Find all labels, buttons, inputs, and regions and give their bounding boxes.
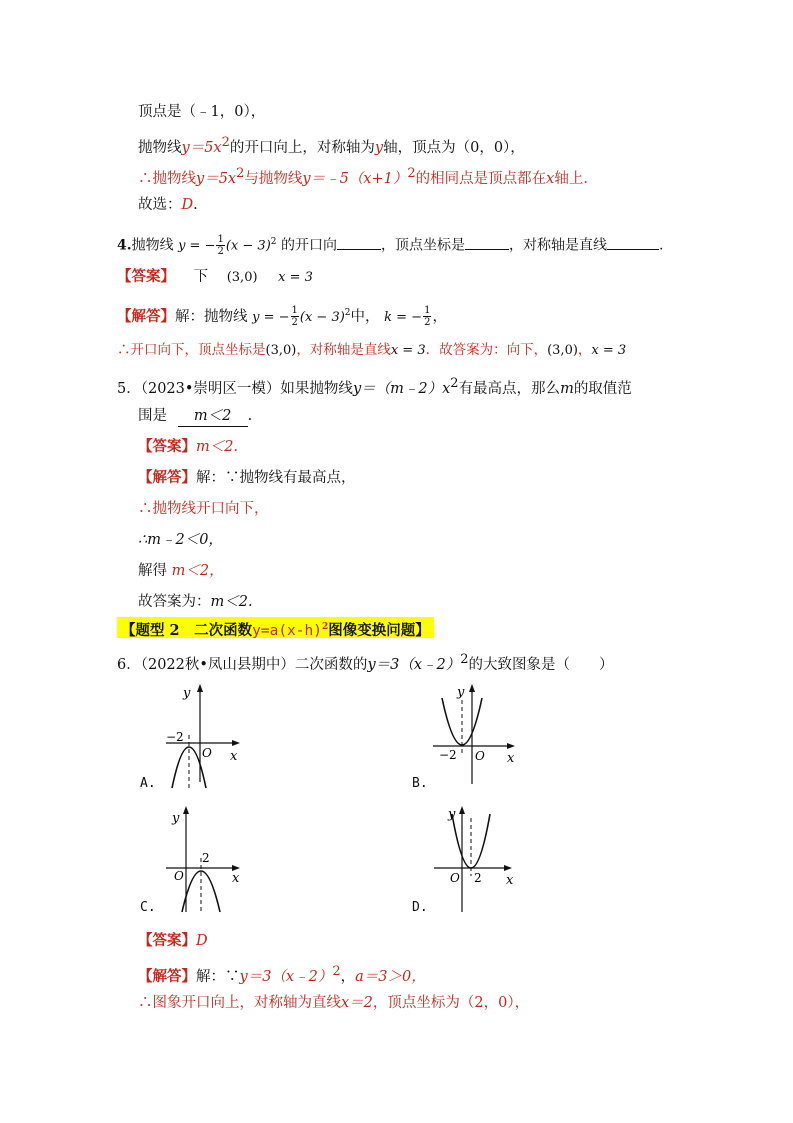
text: ∴抛物线 bbox=[138, 170, 196, 187]
answer-blank bbox=[337, 235, 381, 250]
origin-label: O bbox=[202, 746, 212, 760]
math-expr: y＝5x bbox=[181, 139, 222, 156]
answer-value: D bbox=[196, 933, 208, 949]
exponent: 2 bbox=[236, 166, 245, 181]
text: 解：抛物线 bbox=[175, 308, 248, 325]
tick-label: 2 bbox=[474, 871, 482, 885]
x-label: x bbox=[507, 751, 515, 766]
question-5 bbox=[117, 374, 632, 399]
option-d-label: D. bbox=[412, 900, 428, 915]
text: 解得 bbox=[138, 563, 167, 579]
text: . bbox=[658, 237, 664, 254]
fraction bbox=[423, 305, 431, 328]
x-axis-arrow bbox=[232, 740, 240, 746]
text: 抛物线 bbox=[131, 237, 174, 254]
text: 故答案为： bbox=[138, 594, 211, 610]
solution-line-choice bbox=[138, 195, 198, 215]
answer-blank bbox=[465, 235, 509, 250]
text: 故选： bbox=[138, 197, 182, 213]
solution-line-vertex: 顶点是（﹣1，0）， bbox=[138, 104, 266, 120]
text: 有最高点，那么 bbox=[458, 380, 561, 397]
text: 的相同点是顶点都在 bbox=[415, 170, 547, 187]
math-expr: y＝﹣5（x+1） bbox=[302, 170, 408, 187]
math-expr: x＝2 bbox=[341, 995, 373, 1011]
solution-line-parabola bbox=[138, 133, 525, 158]
q5-step-2 bbox=[138, 530, 223, 550]
solution-tag: 【解答】 bbox=[117, 307, 175, 325]
text: ，顶点坐标是 bbox=[380, 237, 465, 254]
option-b-label: B. bbox=[412, 776, 428, 791]
tick-label: −2 bbox=[166, 730, 184, 744]
q5-answer bbox=[138, 437, 238, 457]
q6-answer bbox=[138, 931, 208, 951]
question-number: 4. bbox=[117, 237, 132, 254]
math-expr: (3,0) bbox=[265, 343, 297, 358]
answer-tag: 【答案】 bbox=[117, 268, 175, 285]
text: ∴图象开口向上，对称轴为直线 bbox=[138, 995, 341, 1011]
denominator: 2 bbox=[424, 317, 431, 329]
parabola bbox=[172, 747, 206, 788]
answer-value: (3,0) bbox=[226, 270, 258, 285]
y-axis-arrow bbox=[459, 806, 465, 814]
text: ， bbox=[432, 308, 447, 325]
x-label: x bbox=[506, 873, 514, 888]
answer-blank bbox=[607, 235, 659, 250]
math-expr: (x − 3) bbox=[225, 238, 271, 254]
exponent: 2 bbox=[332, 964, 341, 979]
x-label: x bbox=[232, 871, 240, 886]
q5-step-4 bbox=[138, 592, 253, 612]
y-axis-arrow bbox=[183, 806, 189, 814]
graph-option-d bbox=[430, 800, 530, 916]
text: 的开口向上，对称轴为 bbox=[229, 139, 375, 156]
math-var: m bbox=[560, 380, 574, 397]
parabola bbox=[182, 871, 220, 912]
question-5-cont bbox=[138, 406, 252, 427]
q5-solution bbox=[138, 468, 356, 488]
math-expr: a＝3＞0， bbox=[355, 968, 426, 985]
text: 抛物线 bbox=[138, 139, 182, 156]
graph-option-b bbox=[425, 680, 525, 790]
filled-blank: m＜2 bbox=[178, 406, 248, 427]
exponent: 2 bbox=[450, 376, 459, 391]
math-expr: y = − bbox=[252, 309, 290, 325]
y-label: y bbox=[457, 685, 465, 700]
math-expr: y＝3（x﹣2） bbox=[367, 656, 461, 673]
x-label: x bbox=[230, 749, 238, 764]
text: ∴开口向下，顶点坐标是 bbox=[117, 342, 266, 358]
heading-formula: y=a(x-h) bbox=[252, 622, 322, 639]
y-axis-arrow bbox=[197, 684, 203, 692]
heading-text: 图像变换问题】 bbox=[328, 621, 430, 639]
text: . bbox=[193, 197, 198, 213]
q5-step-1: ∴抛物线开口向下， bbox=[138, 501, 269, 517]
graph-option-a bbox=[160, 680, 260, 790]
answer-tag: 【答案】 bbox=[138, 932, 196, 949]
text: ，对称轴是直线 bbox=[296, 342, 391, 358]
denominator: 2 bbox=[217, 246, 224, 258]
text: 的取值范 bbox=[573, 380, 632, 397]
denominator: 2 bbox=[291, 317, 298, 329]
math-expr: m＜2， bbox=[171, 563, 224, 579]
math-expr: ∴m﹣2＜0， bbox=[138, 532, 223, 548]
fraction bbox=[291, 305, 299, 328]
math-expr: y = − bbox=[178, 238, 216, 254]
x-axis-arrow bbox=[504, 865, 512, 871]
question-6 bbox=[117, 650, 614, 675]
math-expr: y＝（m﹣2）x bbox=[352, 380, 451, 397]
q4-conclusion bbox=[117, 340, 626, 361]
question-4 bbox=[117, 232, 663, 257]
answer-value: x = 3 bbox=[278, 270, 313, 285]
text: . bbox=[247, 408, 253, 424]
answer-tag: 【答案】 bbox=[138, 438, 196, 455]
text: 5．（2023•崇明区一模）如果抛物线 bbox=[117, 380, 353, 397]
math-expr: (x − 3) bbox=[299, 309, 345, 325]
text: 轴上. bbox=[554, 170, 588, 187]
math-expr: (3,0) bbox=[547, 343, 578, 358]
math-expr: y＝3（x﹣2） bbox=[239, 968, 333, 985]
option-c-label: C. bbox=[140, 900, 156, 915]
exponent: 2 bbox=[270, 237, 277, 247]
text: ，对称轴是直线 bbox=[508, 237, 607, 254]
y-label: y bbox=[448, 807, 456, 822]
math-expr: y＝5x bbox=[196, 170, 237, 187]
text: ， bbox=[577, 342, 592, 358]
solution-tag: 【解答】 bbox=[138, 469, 196, 486]
math-expr: x = 3 bbox=[591, 343, 627, 358]
text: ，顶点坐标为（2，0）， bbox=[372, 995, 530, 1011]
text: 6．（2022秋•凤山县期中）二次函数的 bbox=[117, 656, 368, 673]
option-a-label: A. bbox=[140, 776, 156, 791]
text: 的大致图象是（ ） bbox=[468, 656, 614, 673]
text: 中， bbox=[350, 308, 380, 325]
origin-label: O bbox=[450, 871, 460, 885]
text: 的开口向 bbox=[280, 237, 337, 254]
math-expr: k = − bbox=[384, 309, 423, 325]
text: 解：∵抛物线有最高点， bbox=[196, 470, 356, 486]
fraction bbox=[216, 234, 224, 257]
q6-conclusion bbox=[138, 993, 529, 1013]
text: 解：∵ bbox=[196, 968, 240, 985]
q5-step-3 bbox=[138, 561, 224, 581]
graph-option-c bbox=[164, 800, 264, 916]
solution-line-conclusion bbox=[138, 164, 588, 189]
x-axis-arrow bbox=[507, 743, 515, 749]
numerator: 1 bbox=[424, 305, 431, 317]
choice-letter: D bbox=[181, 197, 194, 213]
math-expr: x = 3 bbox=[390, 343, 426, 358]
math-var: y bbox=[374, 139, 384, 156]
text: ．故答案为：向下， bbox=[425, 342, 548, 358]
q4-answer bbox=[117, 267, 313, 288]
section-heading bbox=[117, 617, 434, 638]
heading-text: 【题型 2 二次函数 bbox=[121, 621, 253, 639]
y-label: y bbox=[172, 811, 180, 826]
exponent: 2 bbox=[460, 652, 469, 667]
text: ， bbox=[340, 968, 356, 985]
exponent: 2 bbox=[221, 135, 230, 150]
answer-value: m＜2. bbox=[196, 439, 239, 455]
y-label: y bbox=[183, 686, 191, 701]
origin-label: O bbox=[475, 749, 485, 763]
q6-solution bbox=[138, 962, 426, 987]
text: 与抛物线 bbox=[244, 170, 303, 187]
answer-value: 下 bbox=[193, 269, 209, 285]
numerator: 1 bbox=[291, 305, 298, 317]
math-expr: m＜2. bbox=[210, 594, 253, 610]
origin-label: O bbox=[174, 869, 184, 883]
numerator: 1 bbox=[217, 234, 224, 246]
exponent: 2 bbox=[321, 622, 329, 632]
exponent: 2 bbox=[407, 166, 416, 181]
tick-label: −2 bbox=[439, 748, 457, 762]
exponent: 2 bbox=[344, 308, 351, 318]
tick-label: 2 bbox=[202, 851, 210, 865]
math-var: x bbox=[546, 170, 555, 187]
text: 轴，顶点为（0，0）， bbox=[383, 139, 525, 156]
text: 围是 bbox=[138, 408, 167, 424]
q4-solution bbox=[117, 303, 447, 328]
solution-tag: 【解答】 bbox=[138, 967, 196, 985]
y-axis-arrow bbox=[469, 684, 475, 692]
